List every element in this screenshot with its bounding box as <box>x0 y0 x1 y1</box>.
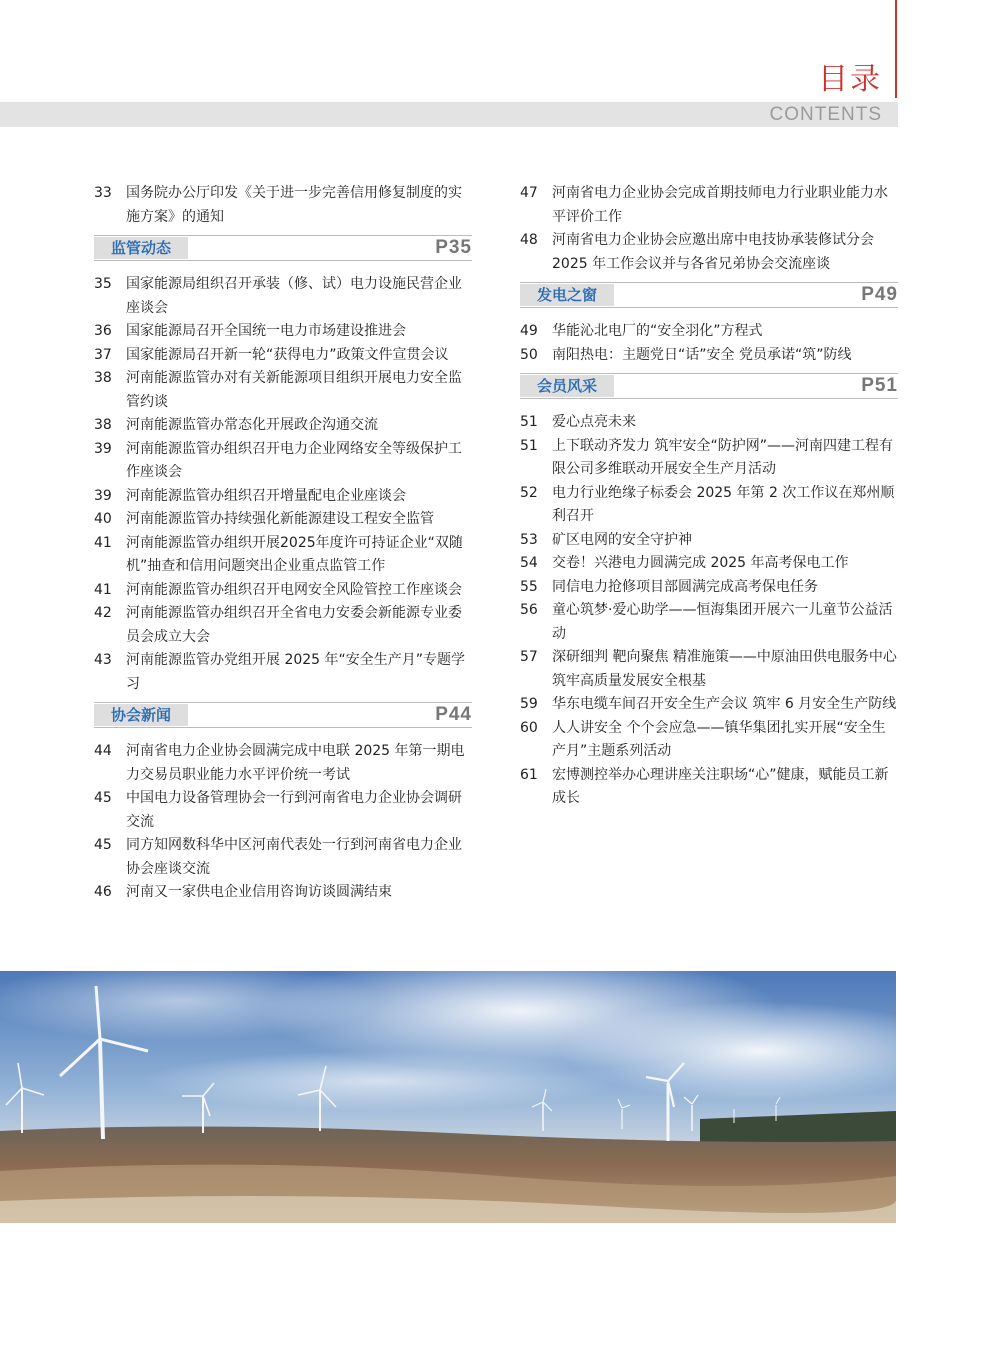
toc-entry-page-number: 40 <box>94 511 112 527</box>
toc-entry[interactable] <box>520 764 898 811</box>
toc-left-column <box>94 182 472 905</box>
section-page-number: P51 <box>861 375 898 396</box>
toc-entry-title: 交卷！兴港电力圆满完成 2025 年高考保电工作 <box>552 555 849 571</box>
toc-entry[interactable] <box>520 599 898 646</box>
toc-entry-page-number: 33 <box>94 185 112 201</box>
toc-entry-page-number: 41 <box>94 534 112 551</box>
toc-entry[interactable] <box>520 552 898 576</box>
toc-entry-title: 国家能源局召开新一轮“获得电力”政策文件宣贯会议 <box>126 346 449 363</box>
toc-entry[interactable] <box>94 602 472 649</box>
toc-entry-title: 同信电力抢修项目部圆满完成高考保电任务 <box>552 578 818 595</box>
toc-entry-page-number: 38 <box>94 370 112 386</box>
toc-entry-page-number: 37 <box>94 346 112 363</box>
toc-entry[interactable] <box>520 529 898 553</box>
page-title: 目录 <box>818 62 882 97</box>
toc-entry-title: 河南能源监管办常态化开展政企沟通交流 <box>126 417 378 433</box>
toc-entry[interactable] <box>94 344 472 368</box>
toc-entry[interactable] <box>94 182 472 229</box>
section-header <box>94 235 472 261</box>
toc-entry[interactable] <box>94 273 472 320</box>
section-header <box>520 282 898 308</box>
toc-entry-page-number: 59 <box>520 696 538 712</box>
toc-entry-page-number: 45 <box>94 790 112 806</box>
toc-entry-title: 河南能源监管办组织开展2025年度许可持证企业“双随机”抽查和信用问题突出企业重点监管工作 <box>126 534 463 574</box>
toc-entry[interactable] <box>520 182 898 229</box>
toc-entry-title: 河南能源监管办组织召开电网安全风险管控工作座谈会 <box>126 581 462 598</box>
toc-entry[interactable] <box>94 438 472 485</box>
toc-entry-title: 上下联动齐发力 筑牢安全“防护网”——河南四建工程有限公司多维联动开展安全生产月活动 <box>552 437 893 477</box>
toc-entry-title: 爱心点亮未来 <box>552 414 636 430</box>
toc-entry[interactable] <box>520 576 898 600</box>
wind-farm-landscape-image <box>0 971 896 1223</box>
toc-entry-title: 同方知网数科华中区河南代表处一行到河南省电力企业协会座谈交流 <box>126 837 462 877</box>
toc-entry-page-number: 35 <box>94 276 112 292</box>
toc-entry-page-number: 45 <box>94 837 112 853</box>
toc-entry-page-number: 50 <box>520 346 538 363</box>
section-header <box>520 373 898 399</box>
toc-entry[interactable] <box>94 367 472 414</box>
toc-entry[interactable] <box>94 649 472 696</box>
header-band <box>0 102 898 127</box>
toc-entry[interactable] <box>94 320 472 344</box>
toc-entry-page-number: 36 <box>94 323 112 339</box>
toc-entry-title: 河南省电力企业协会圆满完成中电联 2025 年第一期电力交易员职业能力水平评价统一考试 <box>126 743 465 783</box>
section-title[interactable]: 发电之窗 <box>520 284 614 306</box>
toc-entry-title: 河南能源监管办组织召开电力企业网络安全等级保护工作座谈会 <box>126 440 462 480</box>
toc-entry-title: 华东电缆车间召开安全生产会议 筑牢 6 月安全生产防线 <box>552 696 897 712</box>
toc-entry-page-number: 51 <box>520 414 538 430</box>
toc-entry-page-number: 38 <box>94 417 112 433</box>
toc-entry-page-number: 41 <box>94 581 112 598</box>
section-page-number: P49 <box>861 284 898 305</box>
toc-entry-title: 河南省电力企业协会应邀出席中电技协承装修试分会 2025 年工作会议并与各省兄弟协会交流座谈 <box>552 232 874 272</box>
toc-entry[interactable] <box>94 508 472 532</box>
toc-entry-title: 河南能源监管办组织召开增量配电企业座谈会 <box>126 487 406 504</box>
toc-entry[interactable] <box>520 411 898 435</box>
toc-entry-title: 童心筑梦·爱心助学——恒海集团开展六一儿童节公益活动 <box>552 602 893 642</box>
toc-entry[interactable] <box>520 229 898 276</box>
toc-entry[interactable] <box>94 787 472 834</box>
toc-entry[interactable] <box>520 693 898 717</box>
toc-entry[interactable] <box>94 740 472 787</box>
toc-entry-title: 矿区电网的安全守护神 <box>552 531 692 548</box>
toc-entry-title: 河南能源监管办持续强化新能源建设工程安全监管 <box>126 511 434 527</box>
toc-entry-title: 国务院办公厅印发《关于进一步完善信用修复制度的实施方案》的通知 <box>126 185 462 225</box>
toc-entry-page-number: 60 <box>520 719 538 736</box>
toc-entry[interactable] <box>94 532 472 579</box>
section-header <box>94 702 472 728</box>
toc-entry-page-number: 51 <box>520 437 538 454</box>
toc-entry-page-number: 54 <box>520 555 538 571</box>
toc-entry-title: 电力行业绝缘子标委会 2025 年第 2 次工作议在郑州顺利召开 <box>552 484 895 524</box>
toc-entry[interactable] <box>520 344 898 368</box>
toc-entry-title: 河南又一家供电企业信用咨询访谈圆满结束 <box>126 884 392 900</box>
toc-entry-page-number: 52 <box>520 484 538 501</box>
toc-right-column <box>520 182 898 811</box>
toc-entry-page-number: 55 <box>520 578 538 595</box>
toc-entry-title: 河南能源监管办党组开展 2025 年“安全生产月”专题学习 <box>126 652 466 692</box>
toc-entry[interactable] <box>520 435 898 482</box>
toc-entry-title: 人人讲安全 个个会应急——镇华集团扎实开展“安全生产月”主题系列活动 <box>552 719 886 759</box>
toc-entry[interactable] <box>94 881 472 905</box>
toc-entry-page-number: 56 <box>520 602 538 618</box>
toc-entry-page-number: 42 <box>94 605 112 621</box>
toc-entry[interactable] <box>94 834 472 881</box>
toc-entry[interactable] <box>94 579 472 603</box>
section-title[interactable]: 会员风采 <box>520 375 614 397</box>
toc-entry[interactable] <box>520 717 898 764</box>
toc-entry-title: 国家能源局组织召开承装（修、试）电力设施民营企业座谈会 <box>126 276 462 316</box>
toc-entry-page-number: 44 <box>94 743 112 759</box>
header-divider-line <box>895 0 897 98</box>
toc-entry[interactable] <box>94 414 472 438</box>
toc-entry-page-number: 61 <box>520 766 538 783</box>
toc-entry[interactable] <box>520 482 898 529</box>
toc-entry-title: 南阳热电：主题党日“话”安全 党员承诺“筑”防线 <box>552 346 852 363</box>
toc-entry-title: 河南能源监管办组织召开全省电力安委会新能源专业委员会成立大会 <box>126 605 462 645</box>
toc-entry-title: 河南能源监管办对有关新能源项目组织开展电力安全监管约谈 <box>126 370 462 410</box>
toc-entry-title: 国家能源局召开全国统一电力市场建设推进会 <box>126 323 406 339</box>
toc-entry-page-number: 53 <box>520 531 538 548</box>
toc-entry-page-number: 48 <box>520 232 538 248</box>
toc-entry[interactable] <box>94 485 472 509</box>
toc-entry-page-number: 39 <box>94 487 112 504</box>
toc-entry-title: 深研细判 靶向聚焦 精准施策——中原油田供电服务中心筑牢高质量发展安全根基 <box>552 649 897 689</box>
section-page-number: P44 <box>435 704 472 725</box>
toc-entry-title: 河南省电力企业协会完成首期技师电力行业职业能力水平评价工作 <box>552 185 888 225</box>
toc-entry-page-number: 46 <box>94 884 112 900</box>
toc-entry-title: 中国电力设备管理协会一行到河南省电力企业协会调研交流 <box>126 790 462 830</box>
toc-entry[interactable] <box>520 320 898 344</box>
section-title[interactable]: 协会新闻 <box>94 704 188 726</box>
section-title[interactable]: 监管动态 <box>94 237 188 259</box>
toc-entry-page-number: 47 <box>520 185 538 201</box>
toc-entry-page-number: 57 <box>520 649 538 665</box>
toc-entry-title: 华能沁北电厂的“安全羽化”方程式 <box>552 323 763 339</box>
toc-entry-page-number: 43 <box>94 652 112 668</box>
toc-entry-title: 宏博测控举办心理讲座关注职场“心”健康，赋能员工新成长 <box>552 766 889 806</box>
toc-entry-page-number: 39 <box>94 440 112 457</box>
toc-entry-page-number: 49 <box>520 323 538 339</box>
section-page-number: P35 <box>435 237 472 258</box>
toc-entry[interactable] <box>520 646 898 693</box>
page-subtitle: CONTENTS <box>769 104 882 125</box>
